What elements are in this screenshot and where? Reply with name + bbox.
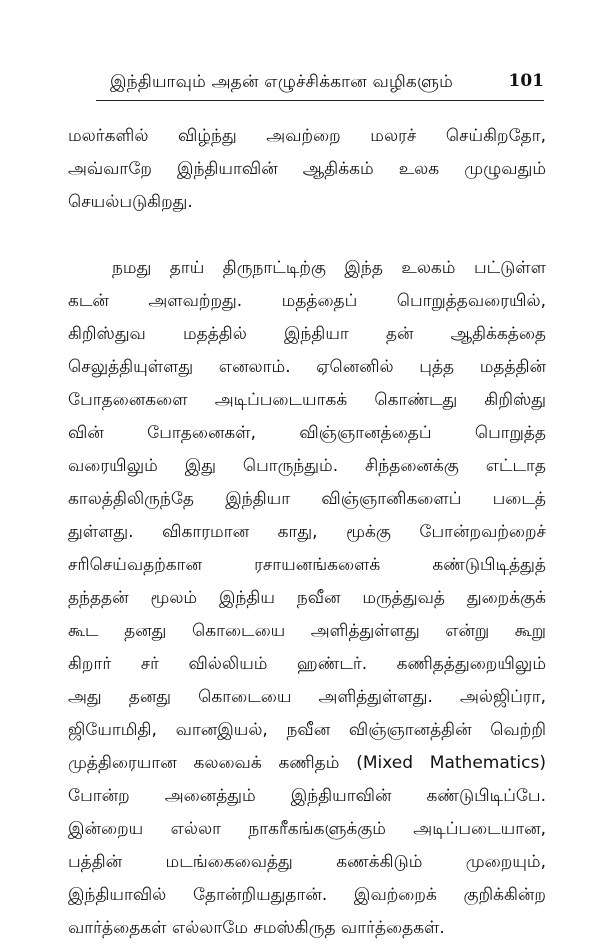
text-line: அவ்வாறே இந்தியாவின் ஆதிக்கம் உலக முழுவதும் <box>68 159 546 179</box>
text-line: நமது தாய் திருநாட்டிற்கு இந்த உலகம் பட்டுள்ள <box>112 258 546 278</box>
text-line: கிறிஸ்துவ மதத்தில் இந்தியா தன் ஆதிக்கத்தை <box>68 324 546 344</box>
text-line: கிறார் சர் வில்லியம் ஹண்டர். கணிதத்துறையிலும் <box>68 654 546 674</box>
text-line: அது தனது கொடையை அளித்துள்ளது. அல்ஜிப்ரா, <box>68 687 546 707</box>
text-line: செயல்படுகிறது. <box>68 192 193 212</box>
text-line: வரையிலும் இது பொருந்தும். சிந்தனைக்கு எட்டாத <box>68 456 546 476</box>
chapter-title: இந்தியாவும் அதன் எழுச்சிக்கான வழிகளும் <box>110 72 453 92</box>
paragraph-2 <box>68 252 546 945</box>
text-line: வார்த்தைகள் எல்லாமே சமஸ்கிருத வார்த்தைகள். <box>68 918 445 938</box>
text-line: இந்தியாவில் தோன்றியதுதான். இவற்றைக் குறிக்கின்ற <box>68 885 546 905</box>
page-number: 101 <box>508 71 544 91</box>
running-header <box>96 66 544 101</box>
body-text <box>68 120 546 945</box>
text-line: துள்ளது. விகாரமான காது, மூக்கு போன்றவற்றைச் <box>68 522 546 542</box>
paragraph-gap <box>68 219 546 252</box>
text-line: காலத்திலிருந்தே இந்தியா விஞ்ஞானிகளைப் படைத் <box>68 489 546 509</box>
text-line: கடன் அளவற்றது. மதத்தைப் பொறுத்தவரையில், <box>68 291 546 311</box>
text-line: வின் போதனைகள், விஞ்ஞானத்தைப் பொறுத்த <box>68 423 546 443</box>
text-line: இன்றைய எல்லா நாகரீகங்களுக்கும் அடிப்படையான, <box>68 819 546 839</box>
text-line: தந்ததன் மூலம் இந்திய நவீன மருத்துவத் துறைக்குக் <box>68 588 546 608</box>
text-line: முத்திரையான கலவைக் கணிதம் (Mixed Mathematics) <box>68 753 546 773</box>
text-line: போதனைகளை அடிப்படையாகக் கொண்டது கிறிஸ்து <box>68 390 546 410</box>
text-line: ஜியோமிதி, வானஇயல், நவீன விஞ்ஞானத்தின் வெற்றி <box>68 720 546 740</box>
paragraph-1 <box>68 120 546 219</box>
text-line: சரிசெய்வதற்கான ரசாயனங்களைக் கண்டுபிடித்துத் <box>68 555 546 575</box>
text-line: மலர்களில் விழ்ந்து அவற்றை மலரச் செய்கிறதோ, <box>68 126 546 146</box>
text-line: பத்தின் மடங்கைவைத்து கணக்கிடும் முறையும், <box>68 852 546 872</box>
text-line: கூட தனது கொடையை அளித்துள்ளது என்று கூறு <box>68 621 546 641</box>
text-line: செலுத்தியுள்ளது எனலாம். ஏனெனில் புத்த மதத்தின் <box>68 357 546 377</box>
text-line: போன்ற அனைத்தும் இந்தியாவின் கண்டுபிடிப்பே. <box>68 786 546 806</box>
